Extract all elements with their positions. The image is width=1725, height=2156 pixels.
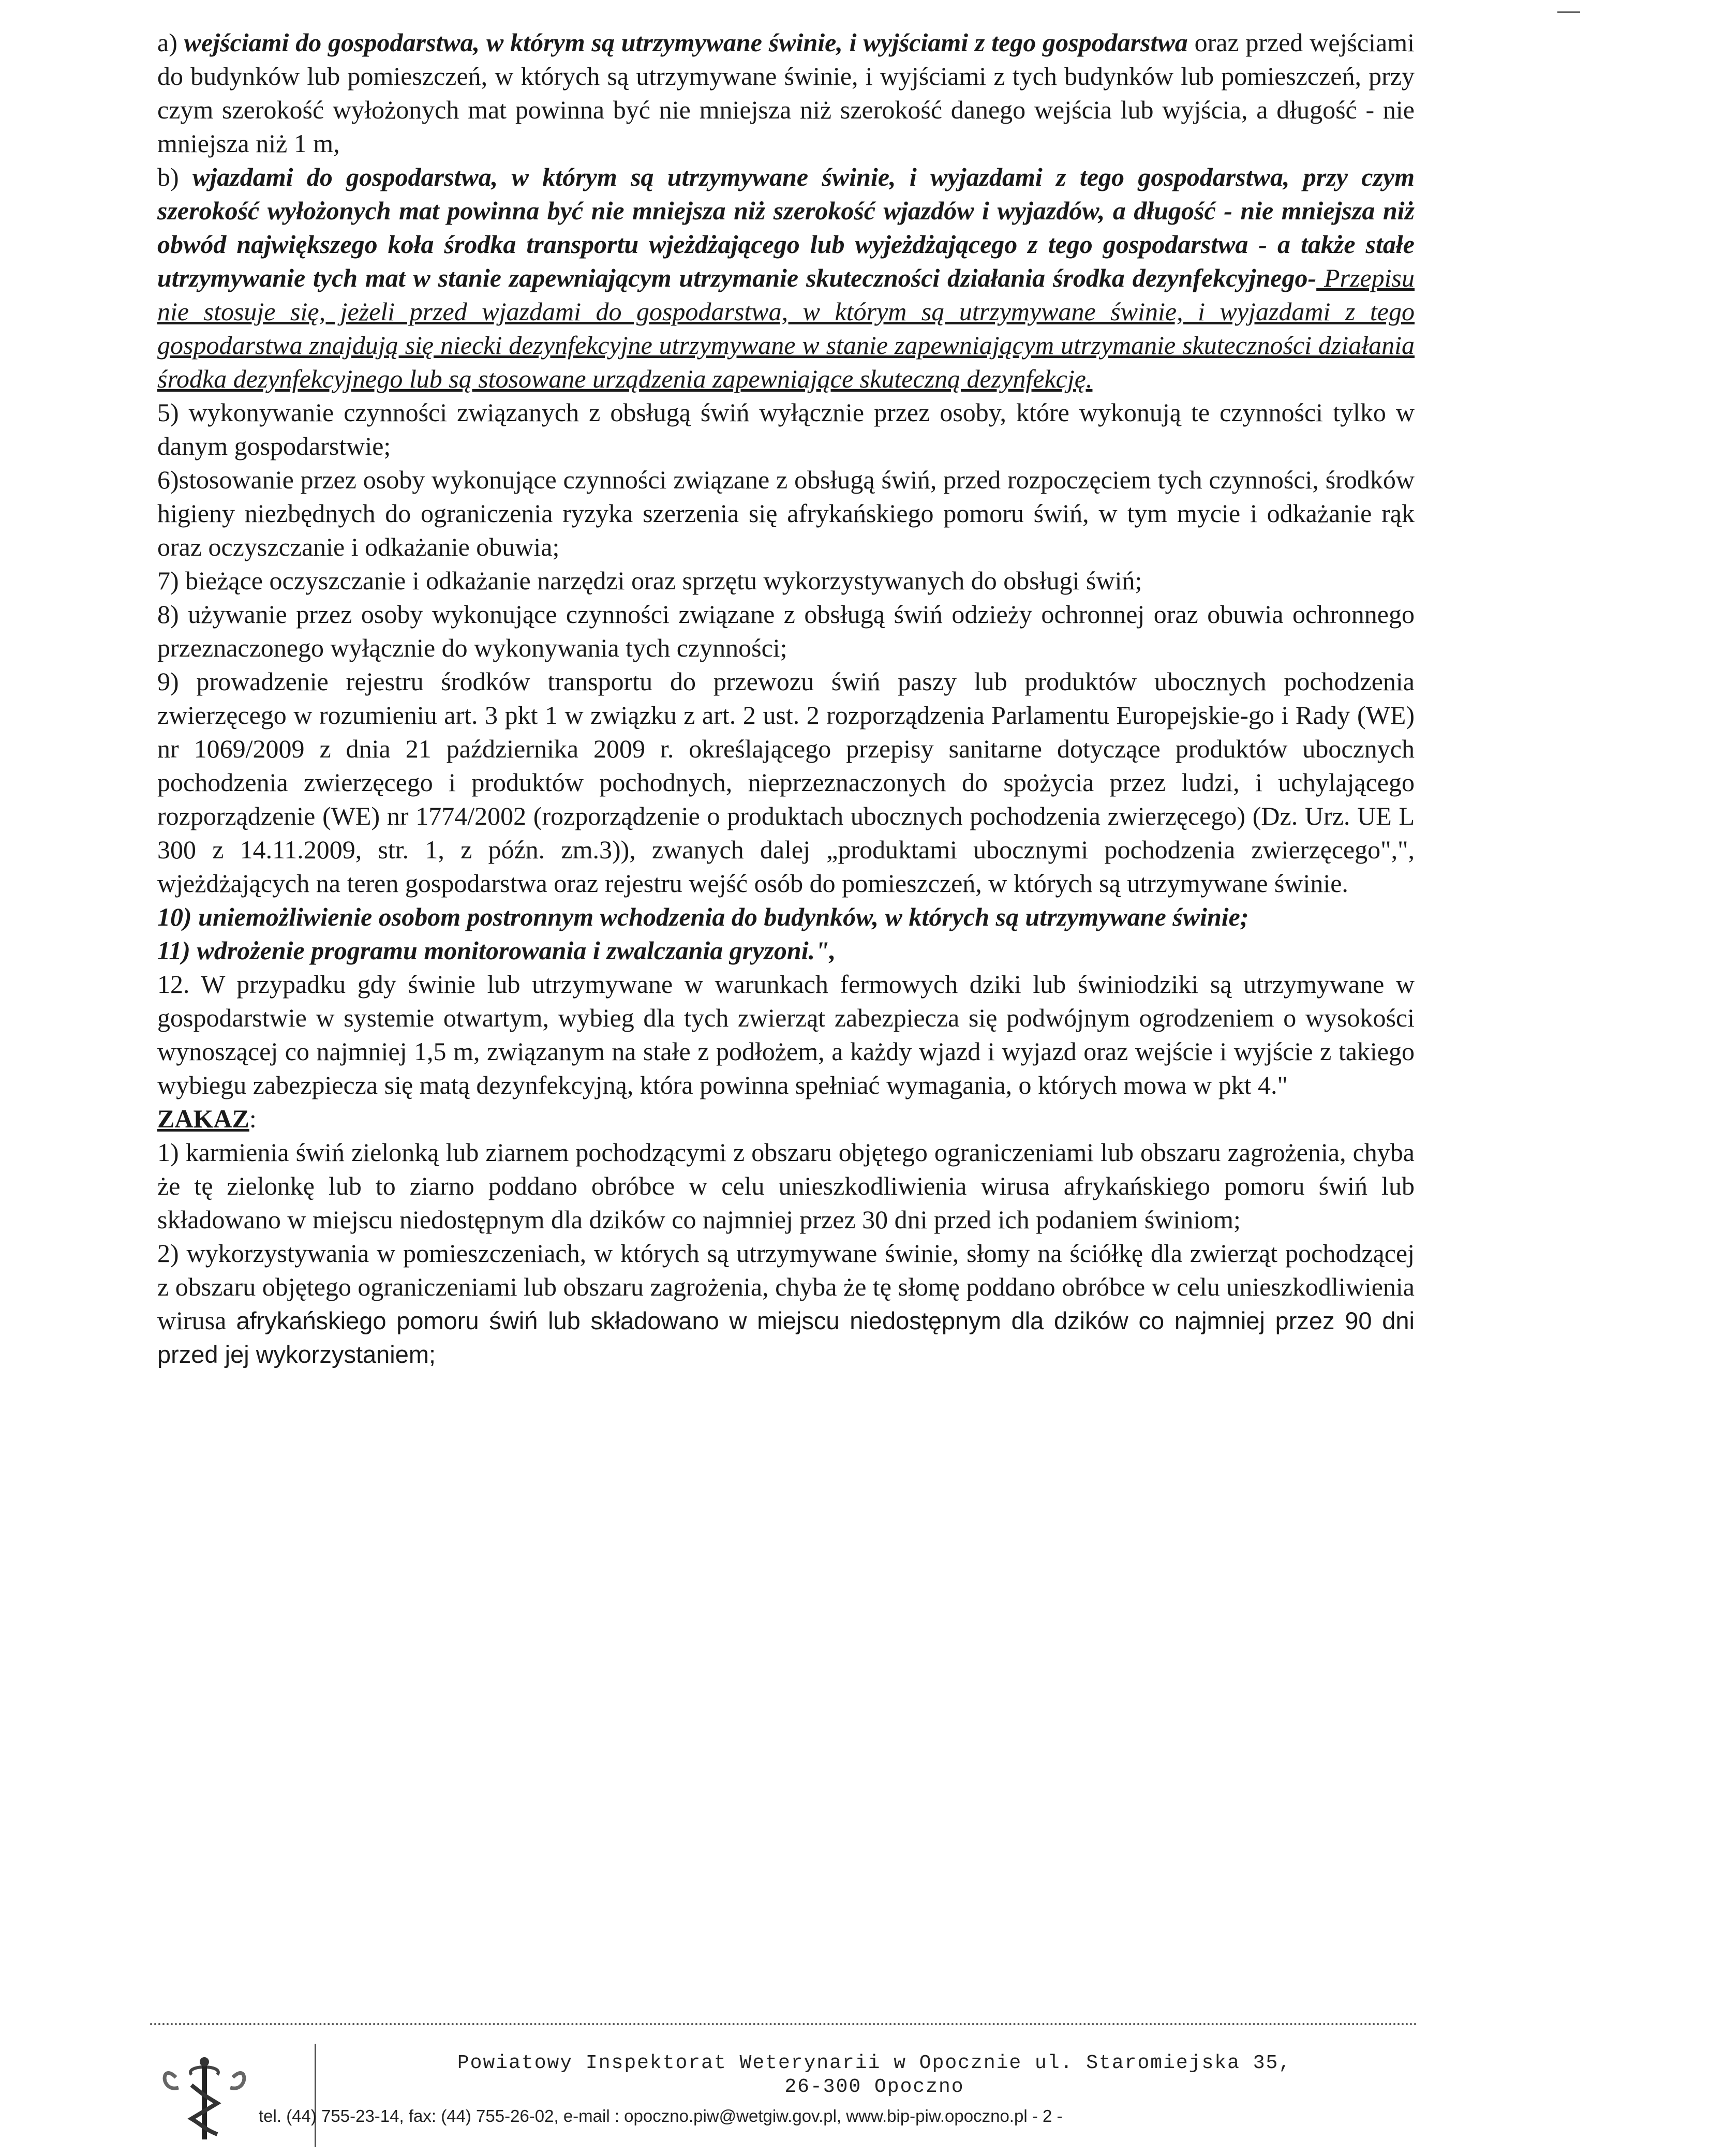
- footer-vertical-divider: [315, 2044, 316, 2147]
- paragraph-b-label: b): [157, 162, 192, 191]
- paragraph-a-text: oraz przed wejściami do budynków lub pomieszczeń, w których są utrzymywane świnie, i wyjściami z tych budynków lub pomieszczeń, przy czym szerokość wyłożonych mat powinna być nie mniejsza niż szerokość danego wejścia lub wyjścia, a długość - nie mniejsza niż 1 m,: [157, 28, 1415, 158]
- item-12: 12. W przypadku gdy świnie lub utrzymywane w warunkach fermowych dziki lub świniodziki są utrzymywane w gospodarstwie w systemie otwartym, wybieg dla tych zwierząt zabezpiecza się podwójnym ogrodzeniem o wysokości wynoszącej co najmniej 1,5 m, związanym na stałe z podłożem, a każdy wjazd i wyjazd oraz wejście i wyjście z takiego wybiegu zabezpiecza się matą dezynfekcyjną, która powinna spełniać wymagania, o których mowa w pkt 4.": [157, 970, 1415, 1099]
- paragraph-b-underlined: Przepisu nie stosuje się, jeżeli przed wjazdami do gospodarstwa, w którym są utrzymywane świnie, i wyjazdami z tego gospodarstwa znajdują się niecki dezynfekcyjne utrzymywane w stanie zapewniającym utrzymanie skuteczności działania środka dezynfekcyjnego lub są stosowane urządzenia zapewniające skuteczną dezynfekcję.: [157, 263, 1415, 393]
- zakaz-item-1: 1) karmienia świń zielonką lub ziarnem pochodzącymi z obszaru objętego ograniczeniami lub obszaru zagrożenia, chyba że tę zielonkę lub to ziarno poddano obróbce w celu unieszkodliwienia wirusa afrykańskiego pomoru świń lub składowano w miejscu niedostępnym dla dzików co najmniej przez 30 dni przed ich podaniem świniom;: [157, 1138, 1415, 1234]
- veterinary-caduceus-logo-icon: [155, 2046, 254, 2145]
- top-edge-mark: [1557, 11, 1580, 13]
- zakaz-item-2: [157, 1237, 1415, 1371]
- paragraph-a-label: a): [157, 28, 184, 57]
- footer-address-line-1: Powiatowy Inspektorat Weterynarii w Opocznie ul. Staromiejska 35,: [457, 2052, 1292, 2074]
- item-9: 9) prowadzenie rejestru środków transportu do przewozu świń paszy lub produktów ubocznych pochodzenia zwierzęcego w rozumieniu art. 3 pkt 1 w związku z art. 2 ust. 2 rozporządzenia Parlamentu Europejskie-go i Rady (WE) nr 1069/2009 z dnia 21 października 2009 r. określającego przepisy sanitarne dotyczące produktów ubocznych pochodzenia zwierzęcego i produktów pochodnych, nieprzeznaczonych do spożycia przez ludzi, i uchylającego rozporządzenie (WE) nr 1774/2002 (rozporządzenie o produktach ubocznych pochodzenia zwierzęcego) (Dz. Urz. UE L 300 z 14.11.2009, str. 1, z późn. zm.3)), zwanych dalej „produktami ubocznymi pochodzenia zwierzęcego",", wjeżdżających na teren gospodarstwa oraz rejestru wejść osób do pomieszczeń, w których są utrzymywane świnie.: [157, 667, 1415, 898]
- zakaz-heading-colon: :: [249, 1104, 257, 1133]
- item-5: 5) wykonywanie czynności związanych z obsługą świń wyłącznie przez osoby, które wykonują te czynności tylko w danym gospodarstwie;: [157, 398, 1415, 460]
- item-6: 6)stosowanie przez osoby wykonujące czynności związane z obsługą świń, przed rozpoczęciem tych czynności, środków higieny niezbędnych do ograniczenia ryzyka szerzenia się afrykańskiego pomoru świń, w tym mycie i odkażanie rąk oraz oczyszczanie i odkażanie obuwia;: [157, 465, 1415, 561]
- footer-address: [331, 2051, 1418, 2099]
- item-11: 11) wdrożenie programu monitorowania i zwalczania gryzoni.",: [157, 936, 836, 965]
- item-10: 10) uniemożliwienie osobom postronnym wchodzenia do budynków, w których są utrzymywane świnie;: [157, 902, 1249, 931]
- paragraph-b-bold: wjazdami do gospodarstwa, w którym są utrzymywane świnie, i wyjazdami z tego gospodarstwa, przy czym szerokość wyłożonych mat powinna być nie mniejsza niż szerokość wjazdów i wyjazdów, a długość - nie mniejsza niż obwód największego koła środka transportu wjeżdżającego lub wyjeżdżającego z tego gospodarstwa - a także stałe utrzymywanie tych mat w stanie zapewniającym utrzymanie skuteczności działania środka dezynfekcyjnego-: [157, 162, 1415, 292]
- footer-address-line-2: 26-300 Opoczno: [784, 2076, 964, 2098]
- footer-contact: tel. (44) 755-23-14, fax: (44) 755-26-02, e-mail : opoczno.piw@wetgiw.gov.pl, www.bip-piw.opoczno.pl - 2 -: [259, 2106, 1063, 2125]
- zakaz-item-2-part-b: afrykańskiego pomoru świń lub składowano w miejscu niedostępnym dla dzików co najmniej przez 90 dni przed jej wykorzystaniem;: [157, 1307, 1415, 1368]
- zakaz-heading-text: ZAKAZ: [157, 1104, 249, 1133]
- paragraph-b: [157, 160, 1415, 396]
- paragraph-a-bold: wejściami do gospodarstwa, w którym są utrzymywane świnie, i wyjściami z tego gospodarstwa: [184, 28, 1188, 57]
- zakaz-item-2-part-a: 2) wykorzystywania w pomieszczeniach, w których są utrzymywane świnie, słomy na ściółkę dla zwierząt pochodzącej z obszaru objętego ograniczeniami lub obszaru zagrożenia, chyba że tę słomę poddano obróbce w celu unieszkodliwienia wirusa: [157, 1239, 1415, 1335]
- zakaz-heading: [157, 1102, 1415, 1136]
- item-8: 8) używanie przez osoby wykonujące czynności związane z obsługą świń odzieży ochronnej oraz obuwia ochronnego przeznaczonego wyłącznie do wykonywania tych czynności;: [157, 600, 1415, 662]
- paragraph-a: [157, 26, 1415, 160]
- footer-divider-rule: [150, 2023, 1418, 2025]
- document-body: [157, 26, 1415, 1371]
- item-7: 7) bieżące oczyszczanie i odkażanie narzędzi oraz sprzętu wykorzystywanych do obsługi świń;: [157, 566, 1142, 595]
